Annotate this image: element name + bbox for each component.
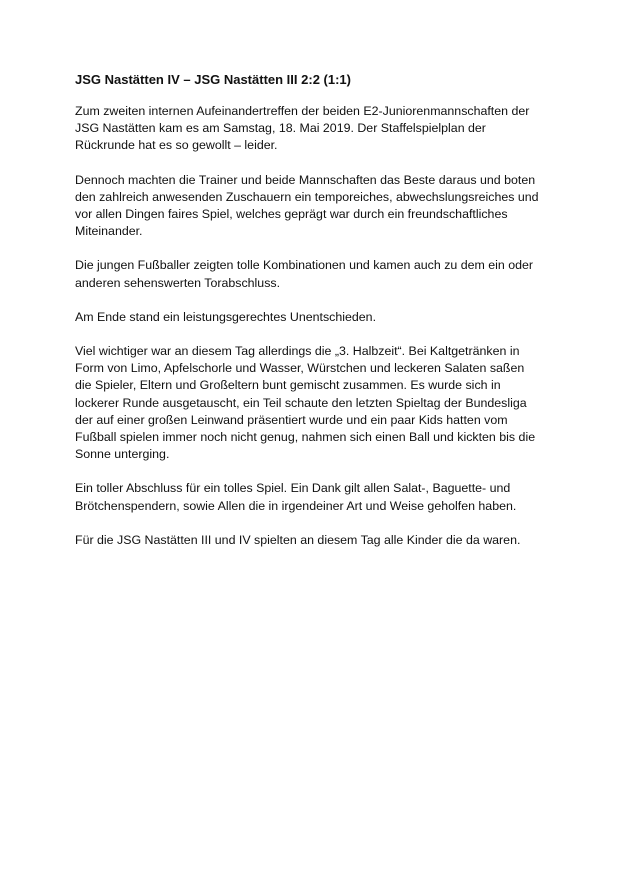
text-line: JSG Nastätten kam es am Samstag, 18. Mai 2019. Der Staffelspielplan der: [75, 121, 486, 136]
text-line: Form von Limo, Apfelschorle und Wasser, Würstchen und leckeren Salaten saßen: [75, 361, 525, 376]
paragraph-lineup: [75, 532, 555, 549]
paragraph-third-half: [75, 343, 555, 463]
text-line: anderen sehenswerten Torabschluss.: [75, 275, 281, 290]
text-line: Miteinander.: [75, 224, 143, 239]
document-title: JSG Nastätten IV – JSG Nastätten III 2:2 (1:1): [75, 72, 351, 87]
paragraph-match: [75, 172, 555, 241]
text-line: Sonne unterging.: [75, 447, 170, 462]
text-line: Dennoch machten die Trainer und beide Mannschaften das Beste daraus und boten: [75, 172, 536, 187]
text-line: vor allen Dingen faires Spiel, welches geprägt war durch ein freundschaftliches: [75, 207, 508, 222]
paragraph-result: [75, 309, 555, 326]
text-line: den zahlreich anwesenden Zuschauern ein temporeiches, abwechslungsreiches und: [75, 189, 539, 204]
text-line: Fußball spielen immer noch nicht genug, nahmen sich einen Ball und kickten bis die: [75, 430, 536, 445]
text-line: Zum zweiten internen Aufeinandertreffen der beiden E2-Juniorenmannschaften der: [75, 104, 530, 118]
text-line: die Spieler, Eltern und Großeltern bunt gemischt zusammen. Es wurde sich in: [75, 378, 501, 393]
document-page: [75, 71, 555, 566]
text-line: Viel wichtiger war an diesem Tag allerdings die „3. Halbzeit“. Bei Kaltgetränken in: [75, 344, 520, 359]
paragraph-intro: [75, 103, 555, 155]
text-line: Brötchenspendern, sowie Allen die in irgendeiner Art und Weise geholfen haben.: [75, 498, 517, 513]
text-line: Am Ende stand ein leistungsgerechtes Unentschieden.: [75, 309, 377, 324]
paragraph-players: [75, 257, 555, 291]
paragraph-thanks: [75, 480, 555, 514]
text-line: Rückrunde hat es so gewollt – leider.: [75, 138, 278, 153]
text-line: Für die JSG Nastätten III und IV spielten an diesem Tag alle Kinder die da waren.: [75, 532, 521, 547]
text-line: Die jungen Fußballer zeigten tolle Kombinationen und kamen auch zu dem ein oder: [75, 258, 534, 273]
text-line: der auf einer großen Leinwand präsentiert wurde und ein paar Kids hatten vom: [75, 412, 508, 427]
text-line: Ein toller Abschluss für ein tolles Spiel. Ein Dank gilt allen Salat-, Baguette- und: [75, 481, 511, 496]
text-line: lockerer Runde ausgetauscht, ein Teil schaute den letzten Spieltag der Bundesliga: [75, 395, 527, 410]
